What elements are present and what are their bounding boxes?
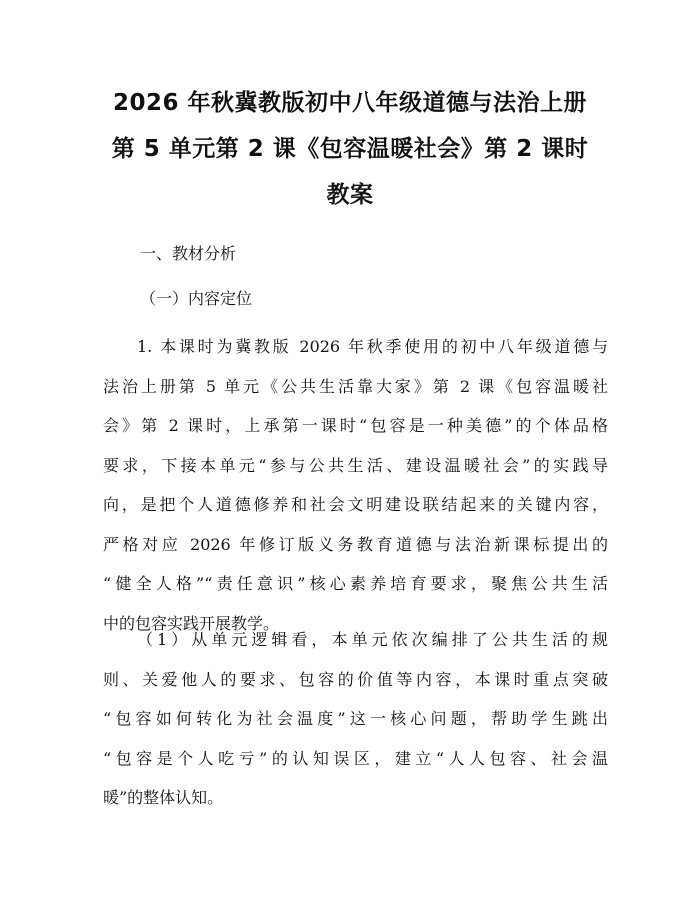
paragraph-line: 会》第 2 课时，上承第一课时“包容是一种美德”的个体品格	[103, 416, 608, 435]
paragraph-line: 1. 本课时为冀教版 2026 年秋季使用的初中八年级道德与	[137, 337, 608, 356]
paragraph-line: 向，是把个人道德修养和社会文明建设联结起来的关键内容，	[103, 495, 608, 514]
paragraph-line: 要求，下接本单元“参与公共生活、建设温暖社会”的实践导	[103, 455, 608, 475]
paragraph-line: （1）从单元逻辑看，本单元依次编排了公共生活的规	[137, 630, 608, 649]
section-heading-teaching-material-analysis: 一、教材分析	[140, 244, 237, 263]
paragraph-line: 中的包容实践开展教学。	[103, 613, 280, 633]
paragraph-line: 暖”的整体认知。	[103, 788, 224, 807]
paragraph-line: 严格对应 2026 年修订版义务教育道德与法治新课标提出的	[103, 534, 608, 554]
title-line: 第 5 单元第 2 课《包容温暖社会》第 2 课时	[111, 136, 589, 162]
paragraph-1	[103, 327, 608, 643]
title-line: 教案	[326, 182, 374, 208]
document-title	[60, 80, 640, 218]
paragraph-line: “包容如何转化为社会温度”这一核心问题，帮助学生跳出	[103, 709, 608, 728]
paragraph-line: “包容是个人吃亏”的认知误区，建立“人人包容、社会温	[103, 748, 608, 768]
paragraph-line: 法治上册第 5 单元《公共生活靠大家》第 2 课《包容温暖社	[103, 376, 608, 396]
title-line: 2026 年秋冀教版初中八年级道德与法治上册	[112, 90, 588, 116]
subsection-heading-content-positioning: （一）内容定位	[140, 289, 253, 308]
paragraph-line: “健全人格”“责任意识”核心素养培育要求，聚焦公共生活	[103, 574, 608, 593]
paragraph-line: 则、关爱他人的要求、包容的价值等内容，本课时重点突破	[103, 669, 608, 689]
paragraph-2	[103, 620, 608, 818]
